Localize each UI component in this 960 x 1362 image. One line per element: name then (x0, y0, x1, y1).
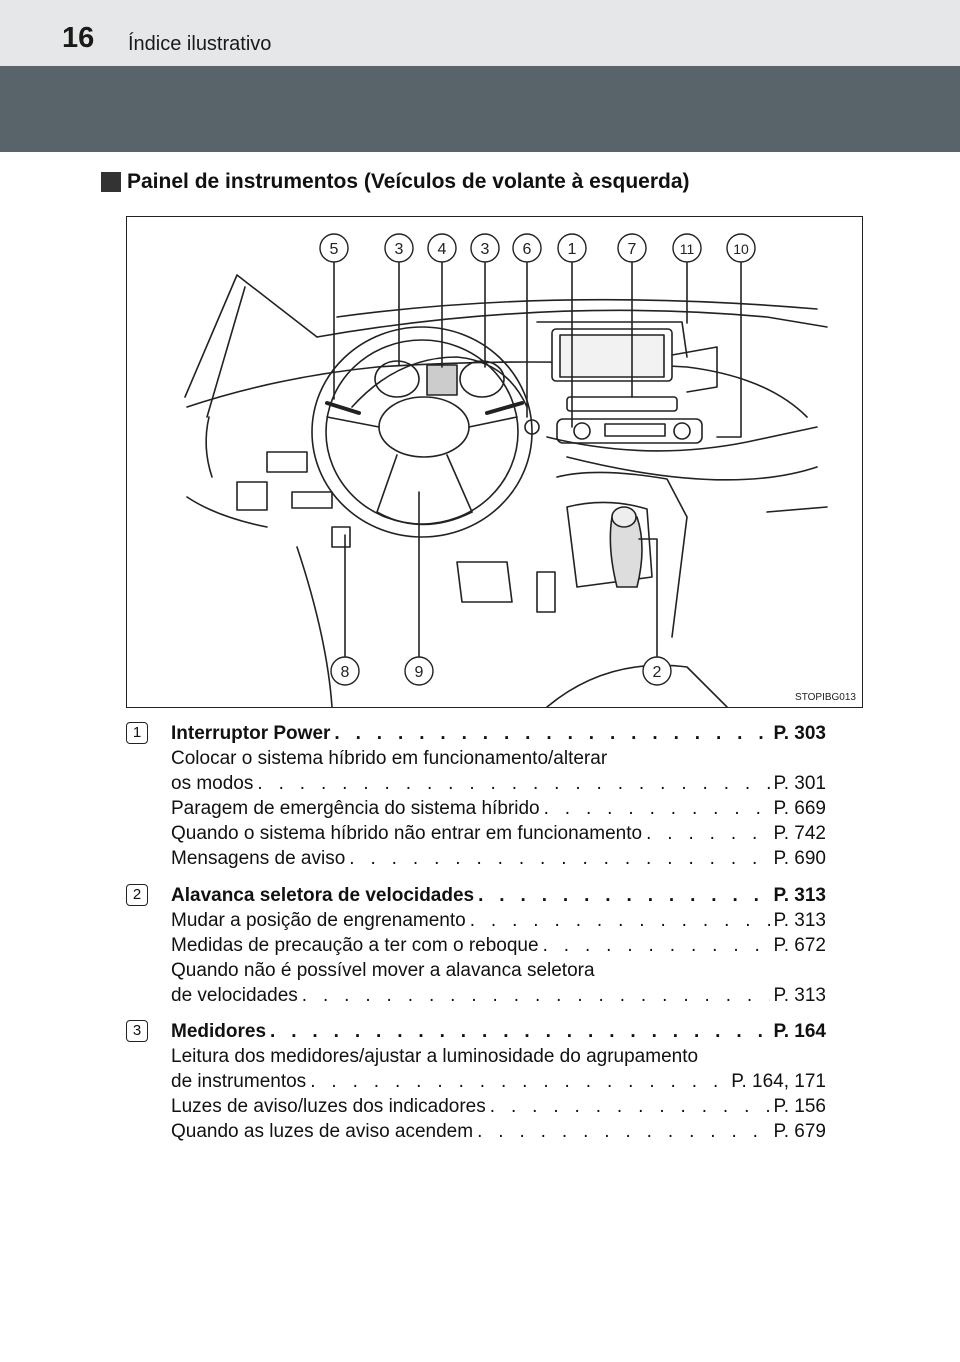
page-number: 16 (62, 22, 95, 54)
entry-line (171, 1043, 826, 1068)
page-ref: P. 164, 171 (731, 1071, 826, 1092)
entry-line (171, 820, 826, 845)
callout-label: 5 (329, 241, 339, 258)
page-ref: P. 156 (773, 1096, 826, 1117)
figure-code: STOPIBG013 (795, 692, 856, 703)
callout-label: 9 (414, 664, 424, 681)
header-title: Índice ilustrativo (128, 33, 272, 55)
entry-line (171, 1068, 826, 1093)
header-band (0, 66, 960, 152)
entry-line-text: Quando o sistema híbrido não entrar em funcionamento (171, 823, 643, 844)
entry-number-badge: 1 (126, 722, 148, 744)
page-ref: P. 742 (773, 823, 826, 844)
page-ref: P. 313 (773, 885, 826, 906)
entry-title: Alavanca seletora de velocidades (171, 885, 475, 906)
entry-number-badge: 2 (126, 884, 148, 906)
callout-label: 3 (394, 241, 404, 258)
page-ref: P. 679 (773, 1121, 826, 1142)
entry-line (171, 770, 826, 795)
callout-label: 8 (340, 664, 350, 681)
page-ref: P. 303 (773, 723, 826, 744)
entry-line-text: Luzes de aviso/luzes dos indicadores (171, 1096, 486, 1117)
page-ref: P. 672 (773, 935, 826, 956)
entry-line (171, 932, 826, 957)
section-square-icon (101, 172, 121, 192)
entry-line-text: Colocar o sistema híbrido em funcionamento/alterar (171, 748, 608, 769)
entry-line (171, 907, 826, 932)
entry-line-text: Mudar a posição de engrenamento (171, 910, 466, 931)
entry-line (171, 745, 826, 770)
entry-line-text: os modos (171, 773, 254, 794)
callout-label: 6 (522, 241, 532, 258)
entry-line (171, 1118, 826, 1143)
entry-title-line (171, 720, 826, 745)
entry-line (171, 845, 826, 870)
entry-line-text: Paragem de emergência do sistema híbrido (171, 798, 540, 819)
section-title: Painel de instrumentos (Veículos de volante à esquerda) (127, 170, 690, 193)
callout-label: 2 (652, 664, 662, 681)
entry-line-text: de velocidades (171, 985, 298, 1006)
callout-label: 11 (679, 241, 695, 257)
header-bar (0, 0, 960, 66)
entry-line-text: Leitura dos medidores/ajustar a luminosidade do agrupamento (171, 1046, 699, 1067)
page-ref: P. 690 (773, 848, 826, 869)
entry-line-text: Quando as luzes de aviso acendem (171, 1121, 474, 1142)
entry-title: Interruptor Power (171, 723, 331, 744)
entry-line (171, 982, 826, 1007)
entry-line (171, 795, 826, 820)
callout-label: 4 (437, 241, 447, 258)
entry-line (171, 957, 826, 982)
entry-line-text: Mensagens de aviso (171, 848, 346, 869)
dashboard-drawing (127, 217, 862, 707)
page-ref: P. 301 (773, 773, 826, 794)
page-ref: P. 313 (773, 985, 826, 1006)
page-ref: P. 313 (773, 910, 826, 931)
section-heading (101, 170, 690, 194)
page-ref: P. 164 (773, 1021, 826, 1042)
callout-label: 3 (480, 241, 490, 258)
callout-label: 1 (567, 241, 577, 258)
dashboard-illustration (126, 216, 863, 708)
entry-line-text: de instrumentos (171, 1071, 307, 1092)
entry-line (171, 1093, 826, 1118)
callout-label: 7 (627, 241, 637, 258)
entry-title-line (171, 1018, 826, 1043)
entry-line-text: Quando não é possível mover a alavanca seletora (171, 960, 595, 981)
callout-label: 10 (733, 241, 749, 257)
entry-line-text: Medidas de precaução a ter com o reboque (171, 935, 539, 956)
page-ref: P. 669 (773, 798, 826, 819)
entry-title-line (171, 882, 826, 907)
entry-title: Medidores (171, 1021, 267, 1042)
entry-number-badge: 3 (126, 1020, 148, 1042)
